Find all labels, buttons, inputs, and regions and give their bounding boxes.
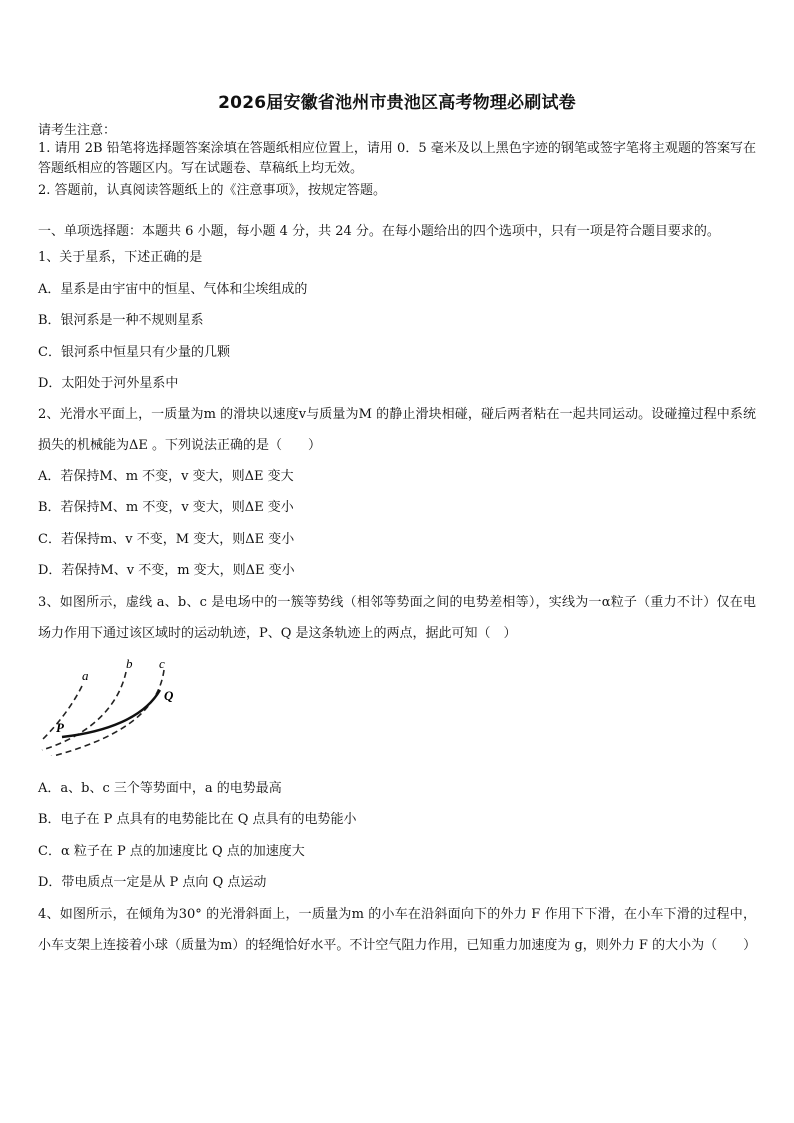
question-4-stem: 4、如图所示，在倾角为30° 的光滑斜面上，一质量为m 的小车在沿斜面向下的外力 F 作用下下滑，在小车下滑的过程中，小车支架上连接着小球（质量为m）的轻绳恰好水平。不计空气阻力作用，已知重力加速度为 g，则外力 F 的大小为（ ） [38, 907, 757, 953]
question-3-option-b: B．电子在 P 点具有的电势能比在 Q 点具有的电势能小 [38, 812, 357, 827]
question-1-option-d: D．太阳处于河外星系中 [38, 376, 179, 391]
equipotential-line-c [46, 670, 164, 756]
question-1-option-a: A．星系是由宇宙中的恒星、气体和尘埃组成的 [38, 282, 308, 297]
question-1-stem: 1、关于星系，下述正确的是 [38, 250, 203, 265]
label-b: b [126, 656, 133, 671]
label-a: a [82, 668, 89, 683]
label-q: Q [164, 688, 174, 703]
question-1-option-b: B．银河系是一种不规则星系 [38, 313, 204, 328]
question-3-option-c: C．α 粒子在 P 点的加速度比 Q 点的加速度大 [38, 844, 305, 859]
notice-item-2: 2. 答题前，认真阅读答题纸上的《注意事项》，按规定答题。 [38, 183, 387, 198]
question-3-option-a: A．a、b、c 三个等势面中，a 的电势最高 [38, 781, 282, 796]
equipotential-figure [36, 656, 186, 756]
question-2-stem: 2、光滑水平面上，一质量为m 的滑块以速度v与质量为M 的静止滑块相碰，碰后两者粘在一起共同运动。设碰撞过程中系统损失的机械能为ΔE 。下列说法正确的是（ ） [38, 407, 756, 453]
question-1-option-c: C．银河系中恒星只有少量的几颗 [38, 345, 230, 360]
section-heading: 一、单项选择题：本题共 6 小题，每小题 4 分，共 24 分。在每小题给出的四个选项中，只有一项是符合题目要求的。 [38, 224, 720, 239]
page-title: 2026届安徽省池州市贵池区高考物理必刷试卷 [218, 93, 576, 113]
label-p: P [56, 720, 64, 735]
label-c: c [159, 656, 165, 671]
notice-heading: 请考生注意： [38, 123, 117, 138]
question-2-option-a: A．若保持M、m 不变，v 变大，则ΔE 变大 [38, 469, 294, 484]
question-3-option-d: D．带电质点一定是从 P 点向 Q 点运动 [38, 875, 267, 890]
question-2-option-d: D．若保持M、v 不变，m 变大，则ΔE 变小 [38, 563, 295, 578]
question-3-stem: 3、如图所示，虚线 a、b、c 是电场中的一簇等势线（相邻等势面之间的电势差相等），实线为一α粒子（重力不计）仅在电场力作用下通过该区域时的运动轨迹，P、Q 是这条轨迹上的两点，据此可知（ ） [38, 595, 756, 641]
notice-item-1: 1. 请用 2B 铅笔将选择题答案涂填在答题纸相应位置上，请用 0．5 毫米及以上黑色字迹的钢笔或签字笔将主观题的答案写在答题纸相应的答题区内。写在试题卷、草稿纸上均无效。 [38, 141, 756, 176]
equipotential-line-b [42, 672, 126, 750]
question-2-option-c: C．若保持m、v 不变，M 变大，则ΔE 变小 [38, 532, 295, 547]
question-2-option-b: B．若保持M、m 不变，v 变大，则ΔE 变小 [38, 500, 294, 515]
